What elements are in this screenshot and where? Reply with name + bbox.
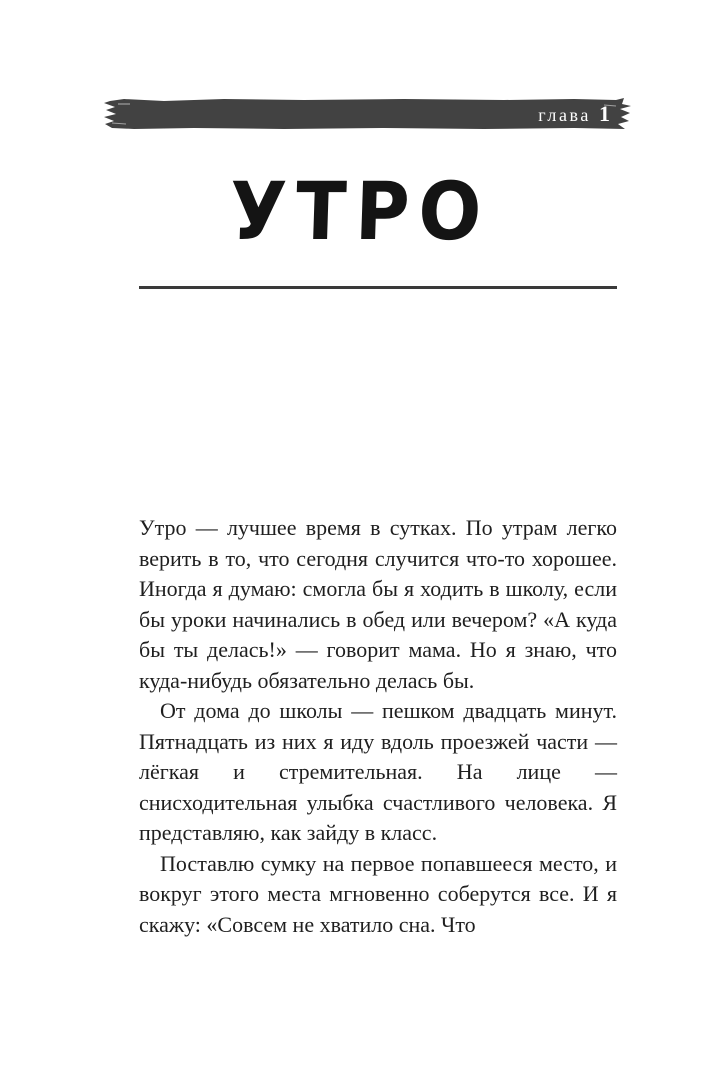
chapter-label	[538, 100, 610, 128]
chapter-word: глава	[538, 105, 591, 125]
chapter-number: 1	[599, 101, 610, 126]
chapter-body	[139, 513, 617, 940]
chapter-header-band	[104, 97, 632, 131]
chapter-title: УТРО	[228, 165, 492, 259]
paragraph-2: От дома до школы — пешком двадцать минут. Пятнадцать из них я иду вдоль проезжей части — лёгкая и стремительная. На лице — снисходительная улыбка счастливого человека. Я представляю, как зайду в класс.	[139, 698, 617, 845]
paragraph-1: Утро — лучшее время в сутках. По утрам легко верить в то, что сегодня случится что-то хорошее. Иногда я думаю: смогла бы я ходить в школу, если бы уроки начинались в обед или вечером? «А куда бы ты делась!» — говорит мама. Но я знаю, что куда-нибудь обязательно делась бы.	[139, 515, 617, 693]
paragraph-3: Поставлю сумку на первое попавшееся место, и вокруг этого места мгновенно соберутся все. И я скажу: «Совсем не хватило сна. Что	[139, 850, 617, 937]
title-divider	[139, 286, 617, 289]
